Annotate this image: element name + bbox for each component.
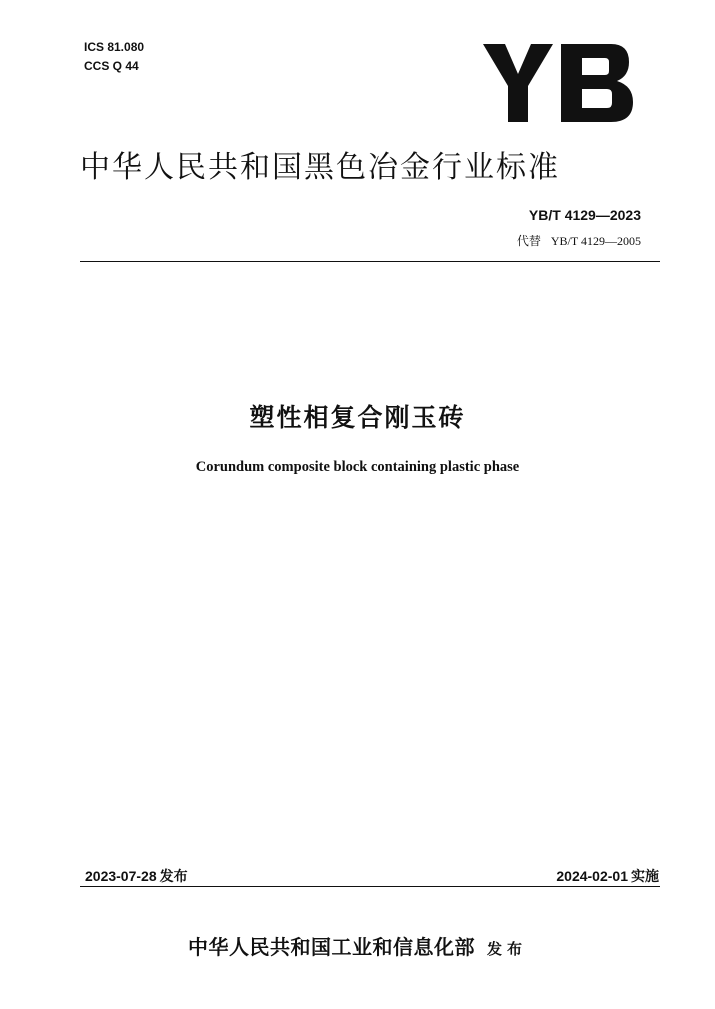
document-title-english: Corundum composite block containing plastic phase (195, 459, 520, 475)
industry-standard-title: 中华人民共和国黑色冶金行业标准 (80, 150, 560, 185)
implementation-date: 2024-02-01 (556, 868, 628, 884)
replaces-line (517, 232, 641, 249)
publisher-action: 发布 (486, 940, 527, 958)
yb-logo (483, 44, 633, 122)
issue-date-line (85, 866, 188, 886)
publisher-line (0, 931, 715, 960)
header-divider (80, 261, 660, 262)
replaces-label: 代替 (516, 234, 541, 248)
implementation-date-line (556, 866, 659, 886)
ics-code: ICS 81.080 (84, 40, 145, 54)
publisher-organization: 中华人民共和国工业和信息化部 (187, 935, 475, 959)
document-title-chinese: 塑性相复合刚玉砖 (249, 403, 466, 432)
standard-number: YB/T 4129—2023 (528, 207, 641, 223)
implementation-label: 实施 (631, 868, 659, 884)
ccs-code: CCS Q 44 (84, 59, 139, 73)
footer-divider (80, 886, 660, 887)
classification-codes (84, 38, 144, 76)
replaces-number: YB/T 4129—2005 (550, 234, 641, 248)
issue-date: 2023-07-28 (85, 868, 157, 884)
issue-label: 发布 (159, 868, 188, 884)
